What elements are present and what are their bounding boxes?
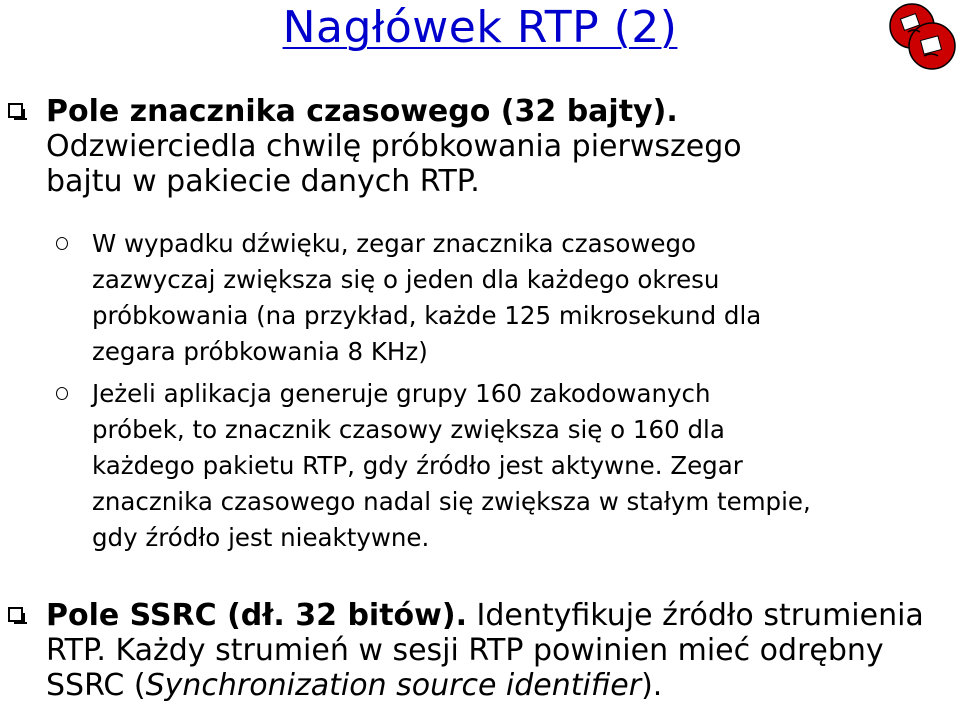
audio-line-2: zazwyczaj zwiększa się o jeden dla każdego okresu (92, 265, 720, 294)
samples-line-2: próbek, to znacznik czasowy zwiększa się o 160 dla (92, 415, 725, 444)
ssrc-line-2: RTP. Każdy strumień w sesji RTP powinien mieć odrębny (46, 633, 884, 668)
ssrc-line-3-pre: SSRC ( (46, 668, 146, 703)
ssrc-heading: Pole SSRC (dł. 32 bitów). (46, 598, 467, 633)
timestamp-line-3: bajtu w pakiecie danych RTP. (46, 164, 480, 199)
samples-line-3: każdego pakietu RTP, gdy źródło jest aktywne. Zegar (92, 451, 743, 480)
ssrc-line-3-italic: Synchronization source identifier (145, 668, 642, 703)
samples-line-5: gdy źródło jest nieaktywne. (92, 523, 430, 552)
audio-line-3: próbkowania (na przykład, każde 125 mikrosekund dla (92, 301, 762, 330)
ssrc-line-1-rest: Identyfikuje źródło strumienia (466, 598, 924, 633)
bullet-timestamp (46, 94, 946, 199)
circle-bullet-icon (56, 237, 68, 250)
sub-bullet-samples (92, 376, 912, 556)
audio-line-4: zegara próbkowania 8 KHz) (92, 337, 428, 366)
square-bullet-icon (8, 103, 23, 118)
sub-bullet-audio (92, 226, 912, 370)
timestamp-line-2: Odzwierciedla chwilę próbkowania pierwszego (46, 129, 742, 164)
square-bullet-icon (8, 607, 23, 622)
samples-line-4: znacznika czasowego nadal się zwiększa w stałym tempie, (92, 487, 811, 516)
circle-bullet-icon (56, 387, 68, 400)
book-logo-icon (888, 2, 958, 72)
timestamp-heading: Pole znacznika czasowego (32 bajty). (46, 94, 678, 129)
ssrc-line-3-post: ). (641, 668, 663, 703)
bullet-ssrc (46, 598, 946, 703)
slide-title: Nagłówek RTP (2) (282, 2, 678, 53)
audio-line-1: W wypadku dźwięku, zegar znacznika czasowego (92, 229, 697, 258)
samples-line-1: Jeżeli aplikacja generuje grupy 160 zakodowanych (92, 379, 711, 408)
